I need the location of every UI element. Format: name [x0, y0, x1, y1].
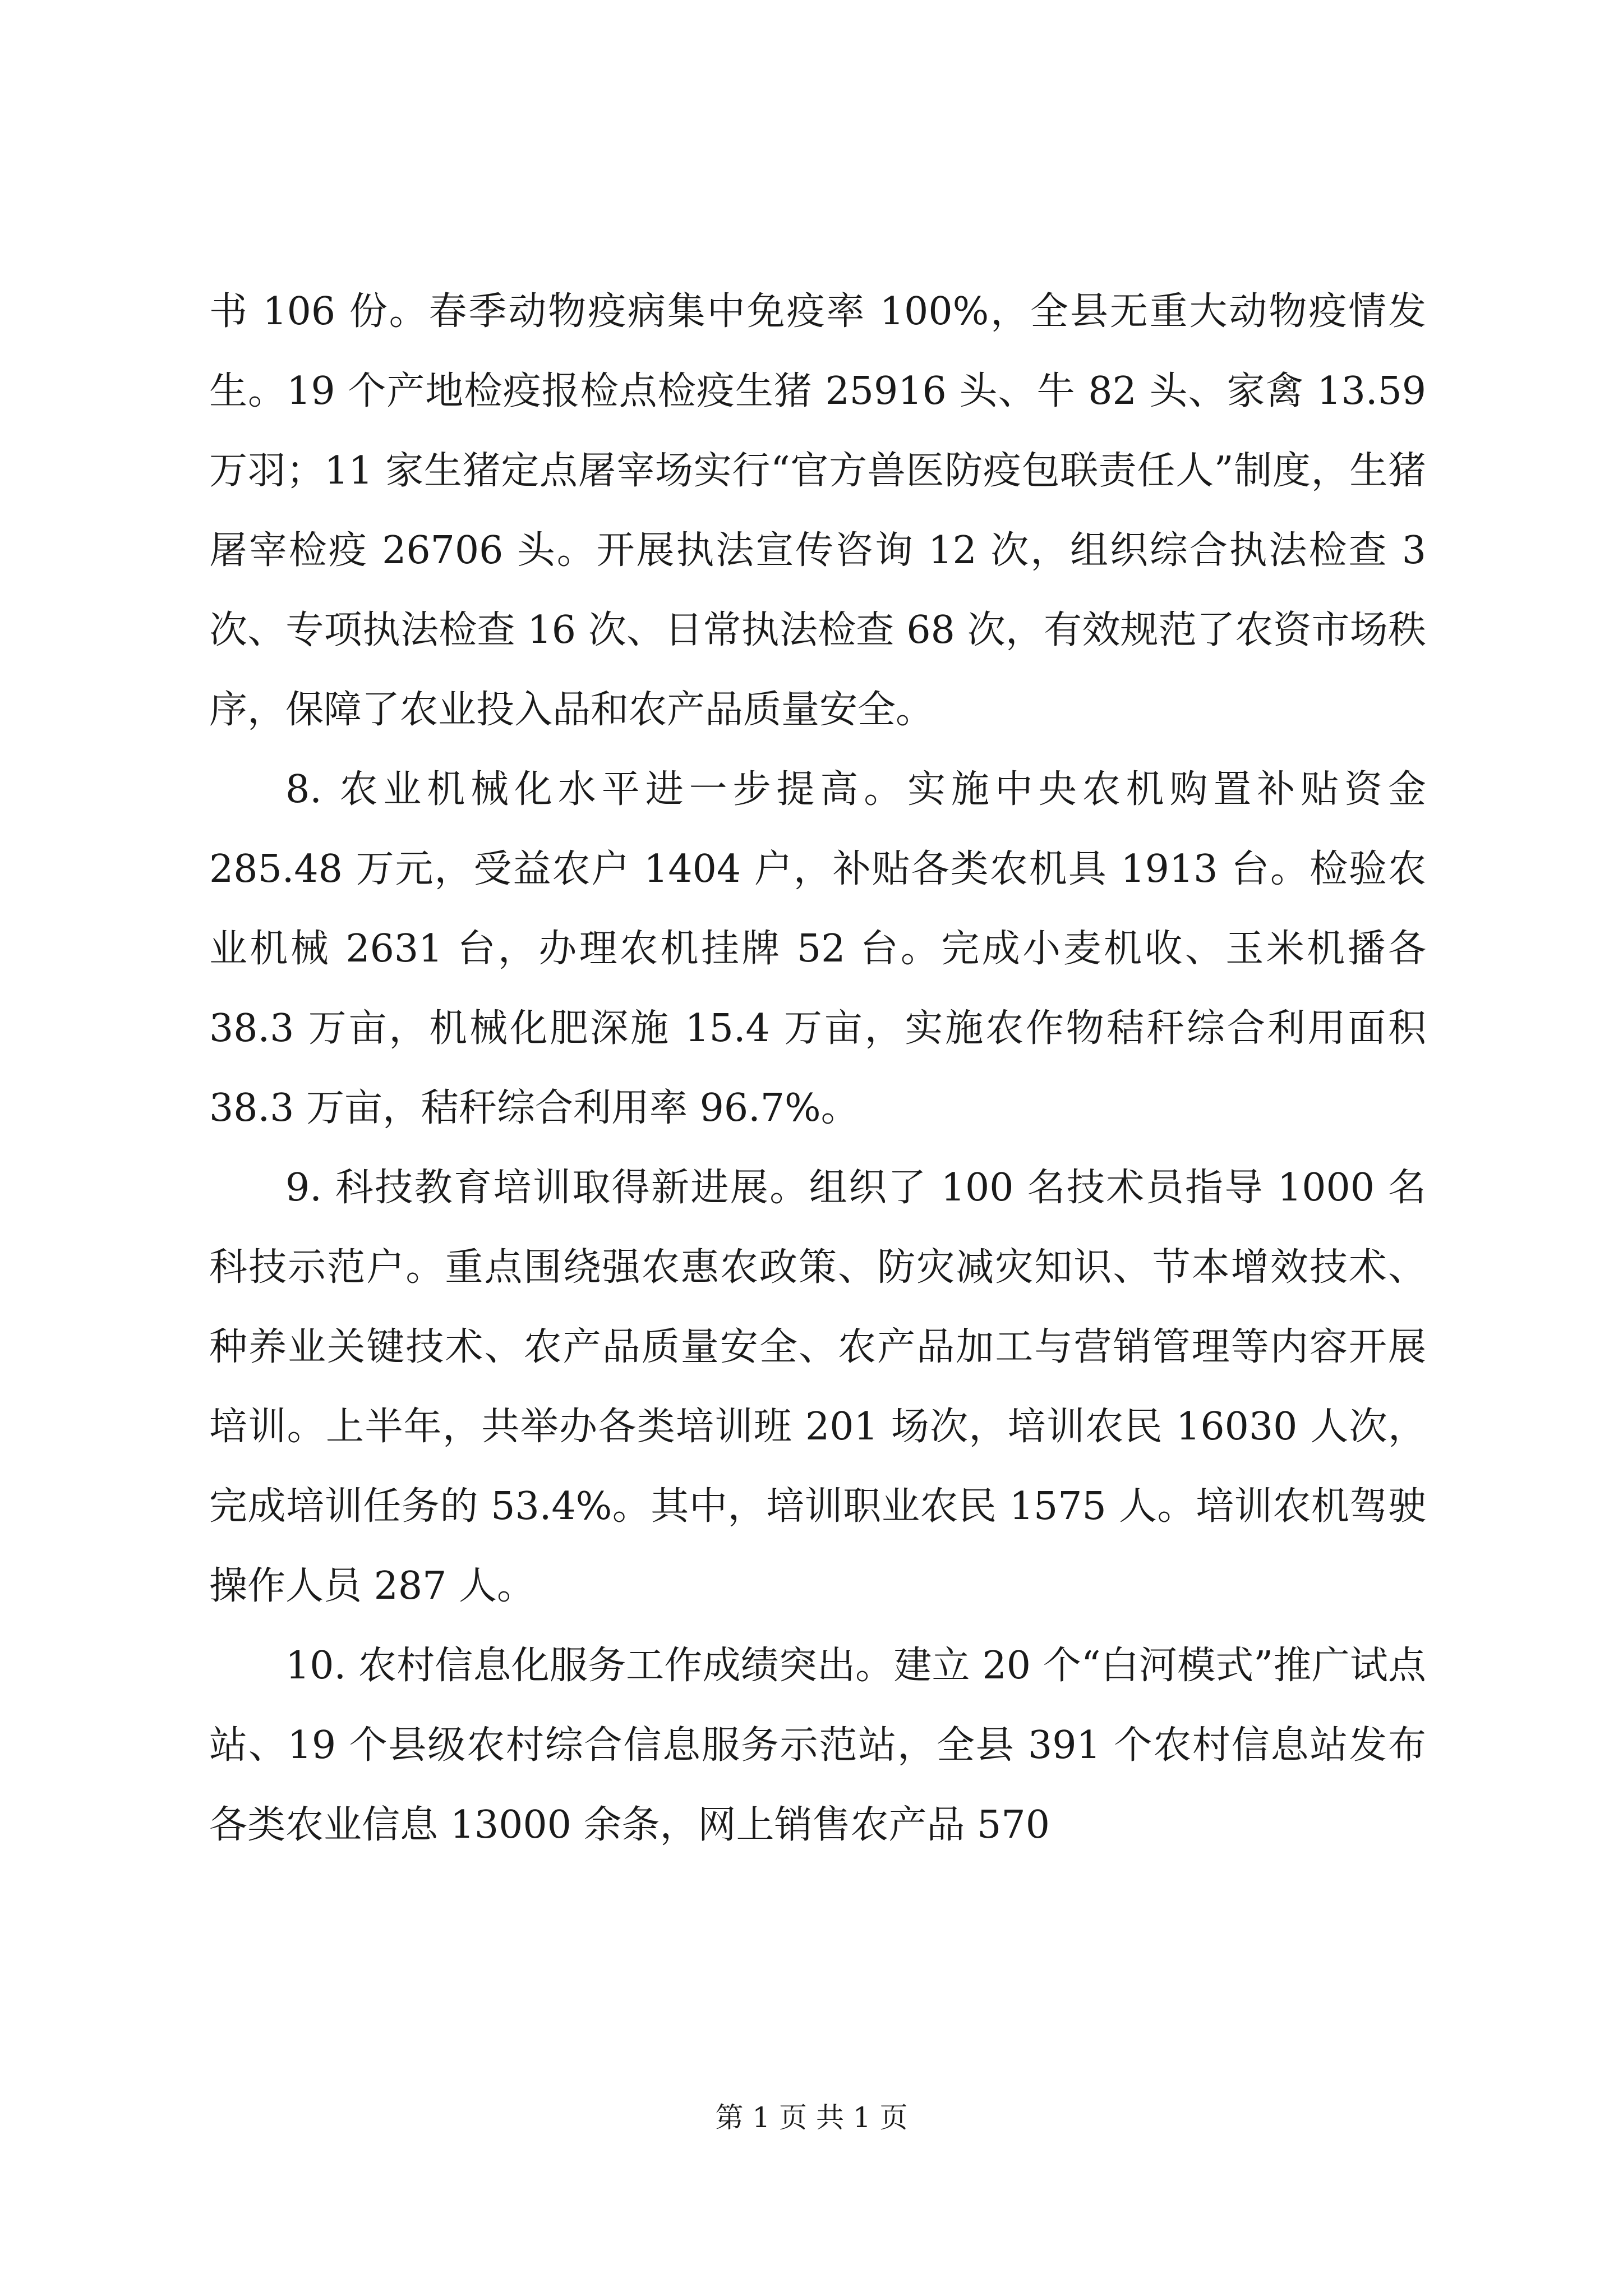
- document-body: [209, 272, 1426, 1865]
- paragraph-rural-informatization: 10. 农村信息化服务工作成绩突出。建立 20 个“白河模式”推广试点站、19 个县级农村综合信息服务示范站，全县 391 个农村信息站发布各类农业信息 13000 余条，网上销售农产品 570: [209, 1644, 1426, 1847]
- paragraph-continuation: 书 106 份。春季动物疫病集中免疫率 100%，全县无重大动物疫情发生。19 个产地检疫报检点检疫生猪 25916 头、牛 82 头、家禽 13.59 万羽；11 家生猪定点屠宰场实行“官方兽医防疫包联责任人”制度，生猪屠宰检疫 26706 头。开展执法宣传咨询 12 次，组织综合执法检查 3 次、专项执法检查 16 次、日常执法检查 68 次，有效规范了农资市场秩序，保障了农业投入品和农产品质量安全。: [209, 289, 1426, 732]
- page-footer: 第 1 页 共 1 页: [715, 2101, 908, 2134]
- paragraph-technology-training: 9. 科技教育培训取得新进展。组织了 100 名技术员指导 1000 名科技示范户。重点围绕强农惠农政策、防灾减灾知识、节本增效技术、种养业关键技术、农产品质量安全、农产品加工与营销管理等内容开展培训。上半年，共举办各类培训班 201 场次，培训农民 16030 人次，完成培训任务的 53.4%。其中，培训职业农民 1575 人。培训农机驾驶操作人员 287 人。: [209, 1166, 1426, 1608]
- paragraph-agricultural-mechanization: 8. 农业机械化水平进一步提高。实施中央农机购置补贴资金 285.48 万元，受益农户 1404 户，补贴各类农机具 1913 台。检验农业机械 2631 台，办理农机挂牌 52 台。完成小麦机收、玉米机播各 38.3 万亩，机械化肥深施 15.4 万亩，实施农作物秸秆综合利用面积 38.3 万亩，秸秆综合利用率 96.7%。: [209, 767, 1426, 1130]
